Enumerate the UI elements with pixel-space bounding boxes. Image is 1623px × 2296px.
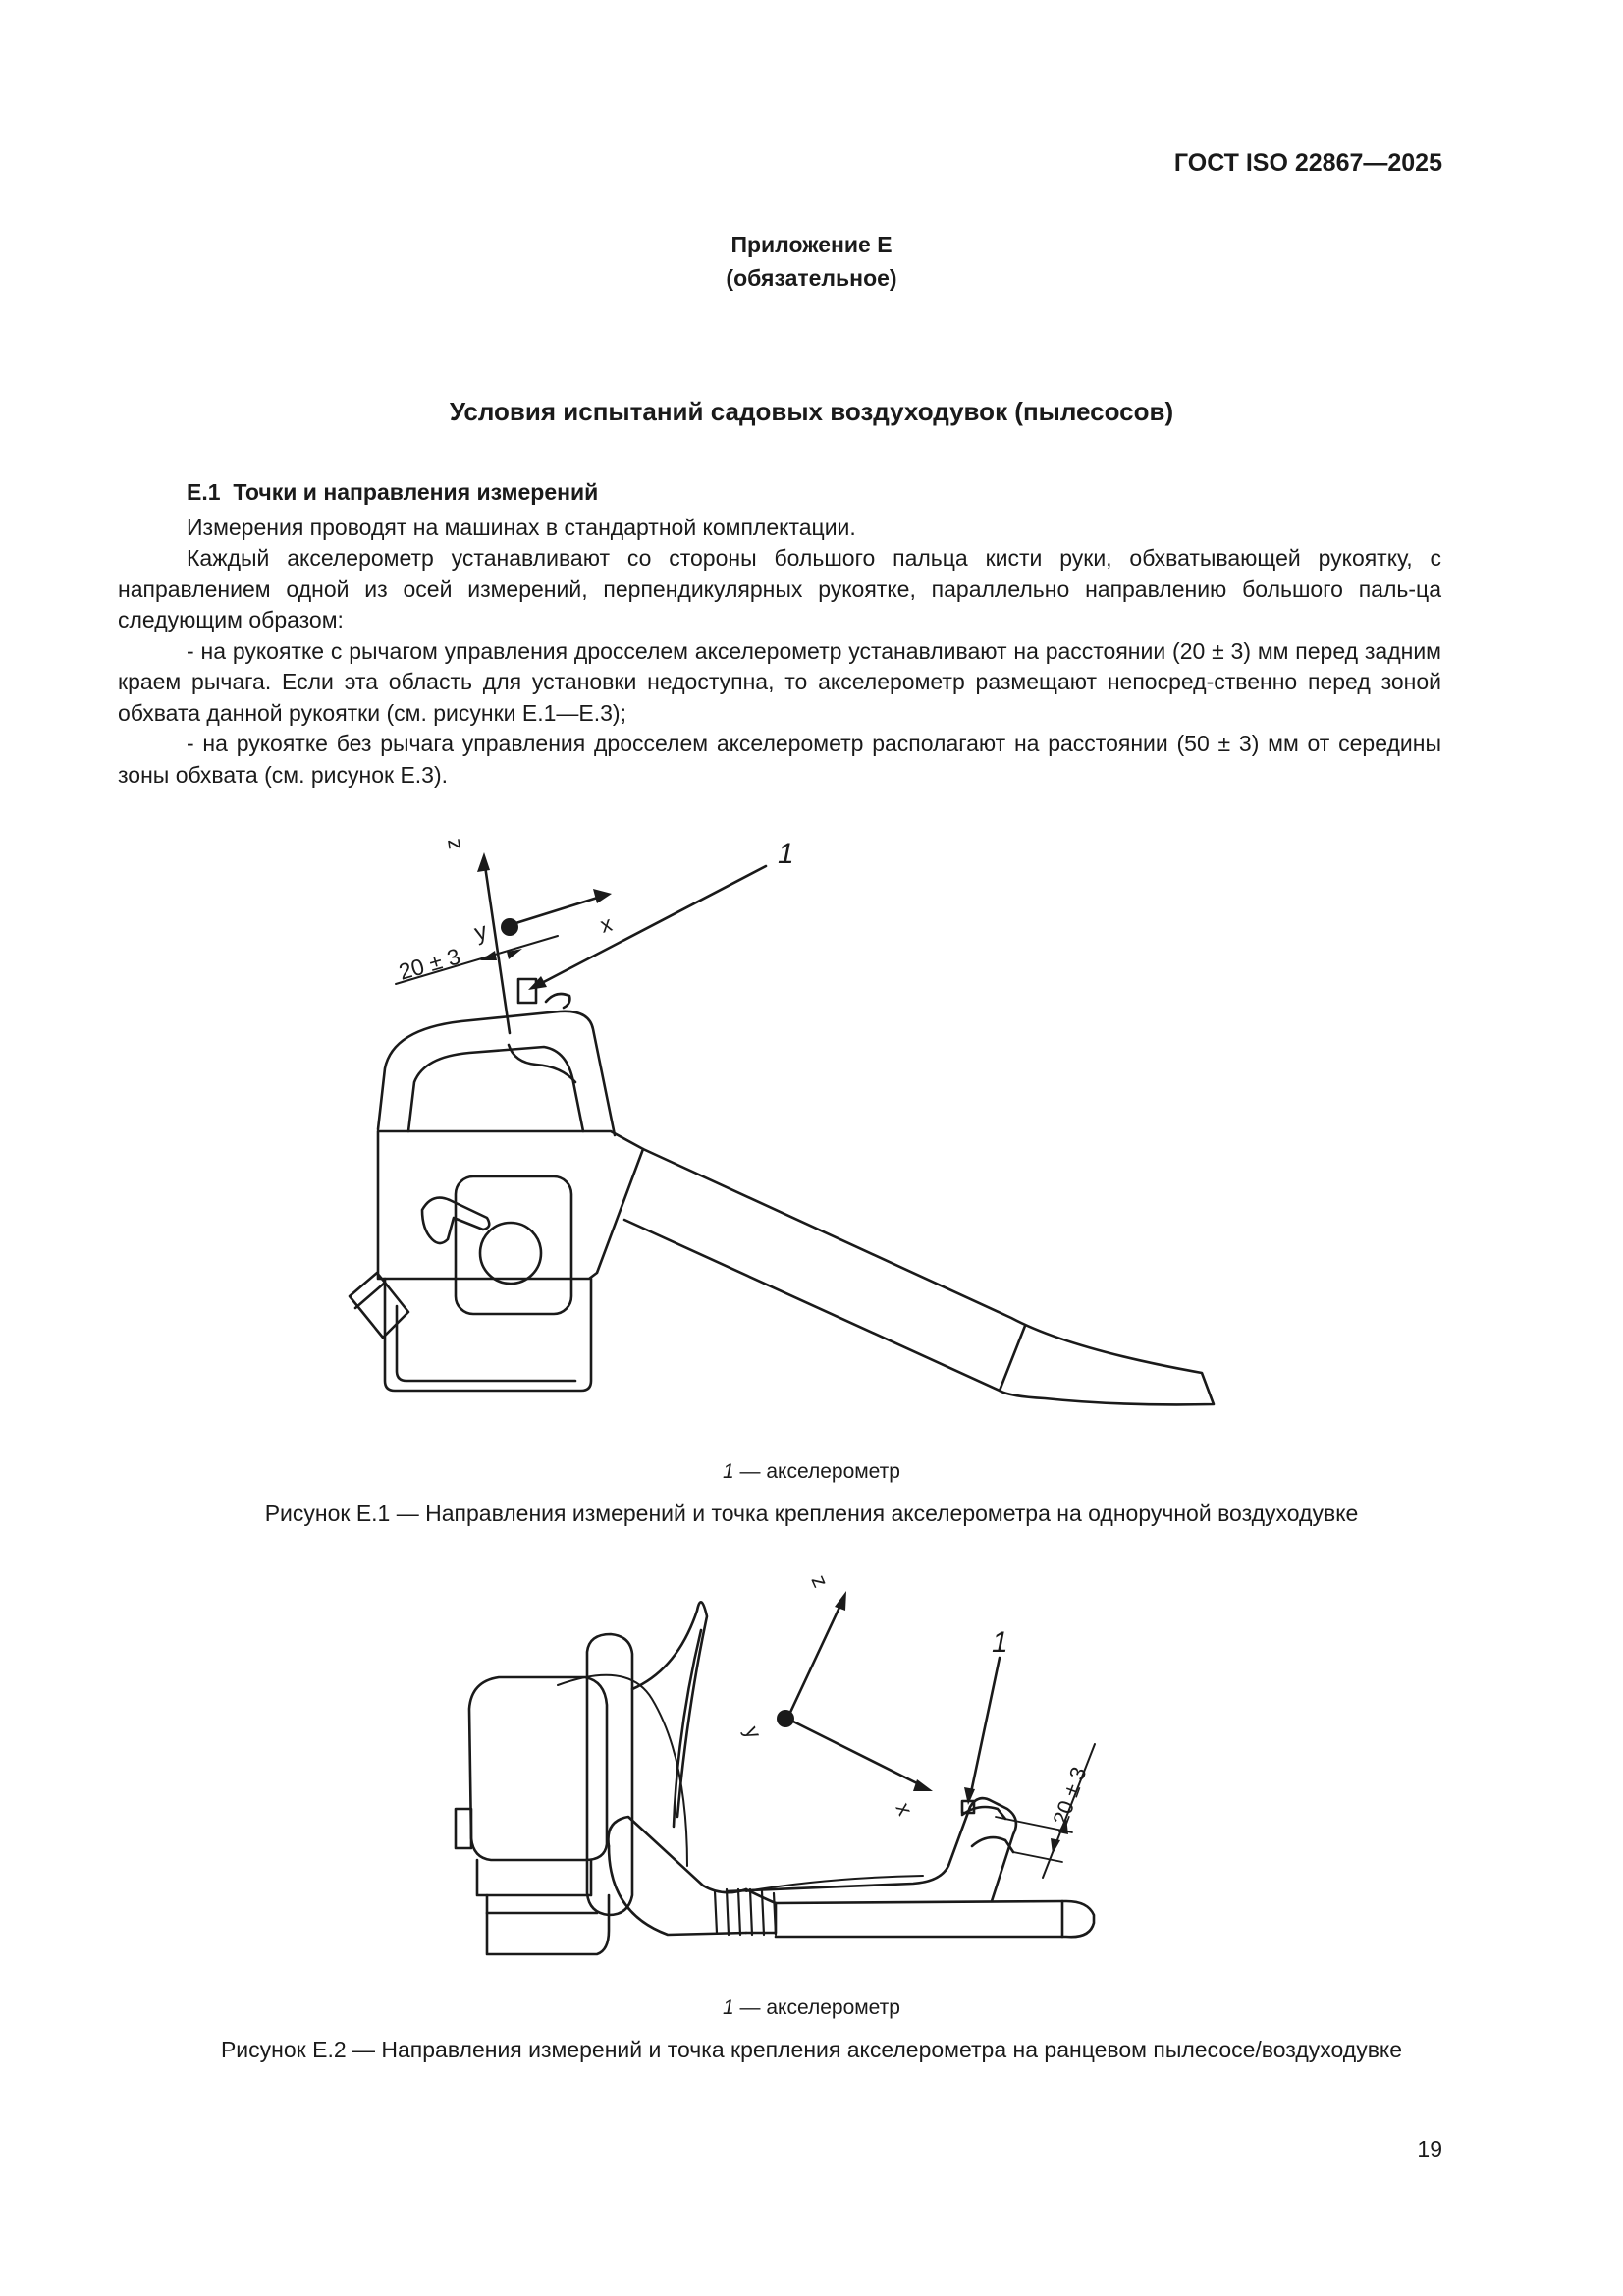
subsection-title: Точки и направления измерений	[233, 479, 599, 505]
figure-e1-caption: Рисунок Е.1 — Направления измерений и точка крепления акселерометра на одноручной воздуходувке	[264, 1501, 1359, 1526]
x-axis-line	[787, 1719, 925, 1787]
y-axis-label: y	[471, 917, 491, 947]
y-axis-label: y	[739, 1722, 767, 1743]
x-axis-label: x	[891, 1798, 918, 1820]
x-axis-label: x	[597, 910, 615, 938]
elbow-upper	[608, 1817, 746, 1892]
callout-leader	[970, 1658, 1000, 1797]
blower-tube	[776, 1901, 1094, 1937]
paragraph: - на рукоятке без рычага управления дросселем акселерометр располагают на расстоянии (50 ± 3) мм от середины зоны обхвата (см. рисунок Е.3).	[118, 731, 1441, 788]
standard-designation: ГОСТ ISO 22867—2025	[1173, 149, 1442, 177]
legend-number: 1	[723, 1460, 734, 1483]
fuel-tank	[477, 1860, 591, 1895]
z-axis-label: z	[806, 1570, 834, 1592]
accelerometer-marker	[777, 1710, 794, 1727]
z-axis-label: z	[439, 837, 465, 851]
callout-number: 1	[778, 838, 794, 870]
starter-cap	[456, 1809, 471, 1848]
extension-line	[1013, 1852, 1062, 1862]
legend-number: 1	[723, 1996, 734, 2019]
cable	[558, 1675, 687, 1866]
x-axis-arrowhead	[913, 1779, 933, 1791]
annex-status: (обязательное)	[726, 265, 897, 291]
flex-hose-ribs	[715, 1889, 776, 1935]
figure-e2-caption: Рисунок Е.2 — Направления измерений и точка крепления акселерометра на ранцевом пылесосе/воздуходувке	[220, 2037, 1403, 2062]
section-title: Условия испытаний садовых воздуходувок (пылесосов)	[449, 397, 1174, 426]
figure-e2-legend	[0, 1996, 1623, 2020]
subsection-number: Е.1	[187, 479, 221, 505]
z-axis-arrowhead	[835, 1591, 846, 1611]
legend-text: — акселерометр	[733, 1996, 900, 2019]
paragraph: Каждый акселерометр устанавливают со стороны большого пальца кисти руки, обхватывающей рукоятку, с направлением одной из осей измерений, перпендикулярных рукоятке, параллельно направлению большого паль-ца следующим образом:	[118, 545, 1441, 632]
callout-number: 1	[992, 1626, 1008, 1659]
dimension-label: 20 ± 3	[1048, 1763, 1092, 1829]
annex-title: Приложение Е	[730, 232, 893, 257]
page-number: 19	[1417, 2136, 1442, 2161]
paragraph: - на рукоятке с рычагом управления дросселем акселерометр устанавливают на расстоянии (20 ± 3) мм перед задним краем рычага. Если эта область для установки недоступна, то акселерометр размещают непосред-ственно перед зоной обхвата данной рукоятки (см. рисунки Е.1—Е.3);	[118, 637, 1441, 726]
dimension-label: 20 ± 3	[396, 943, 463, 985]
legend-text: — акселерометр	[733, 1460, 900, 1483]
strap	[632, 1602, 707, 1817]
paragraph: Измерения проводят на машинах в стандартной комплектации.	[187, 514, 856, 540]
z-axis-line	[787, 1599, 843, 1719]
